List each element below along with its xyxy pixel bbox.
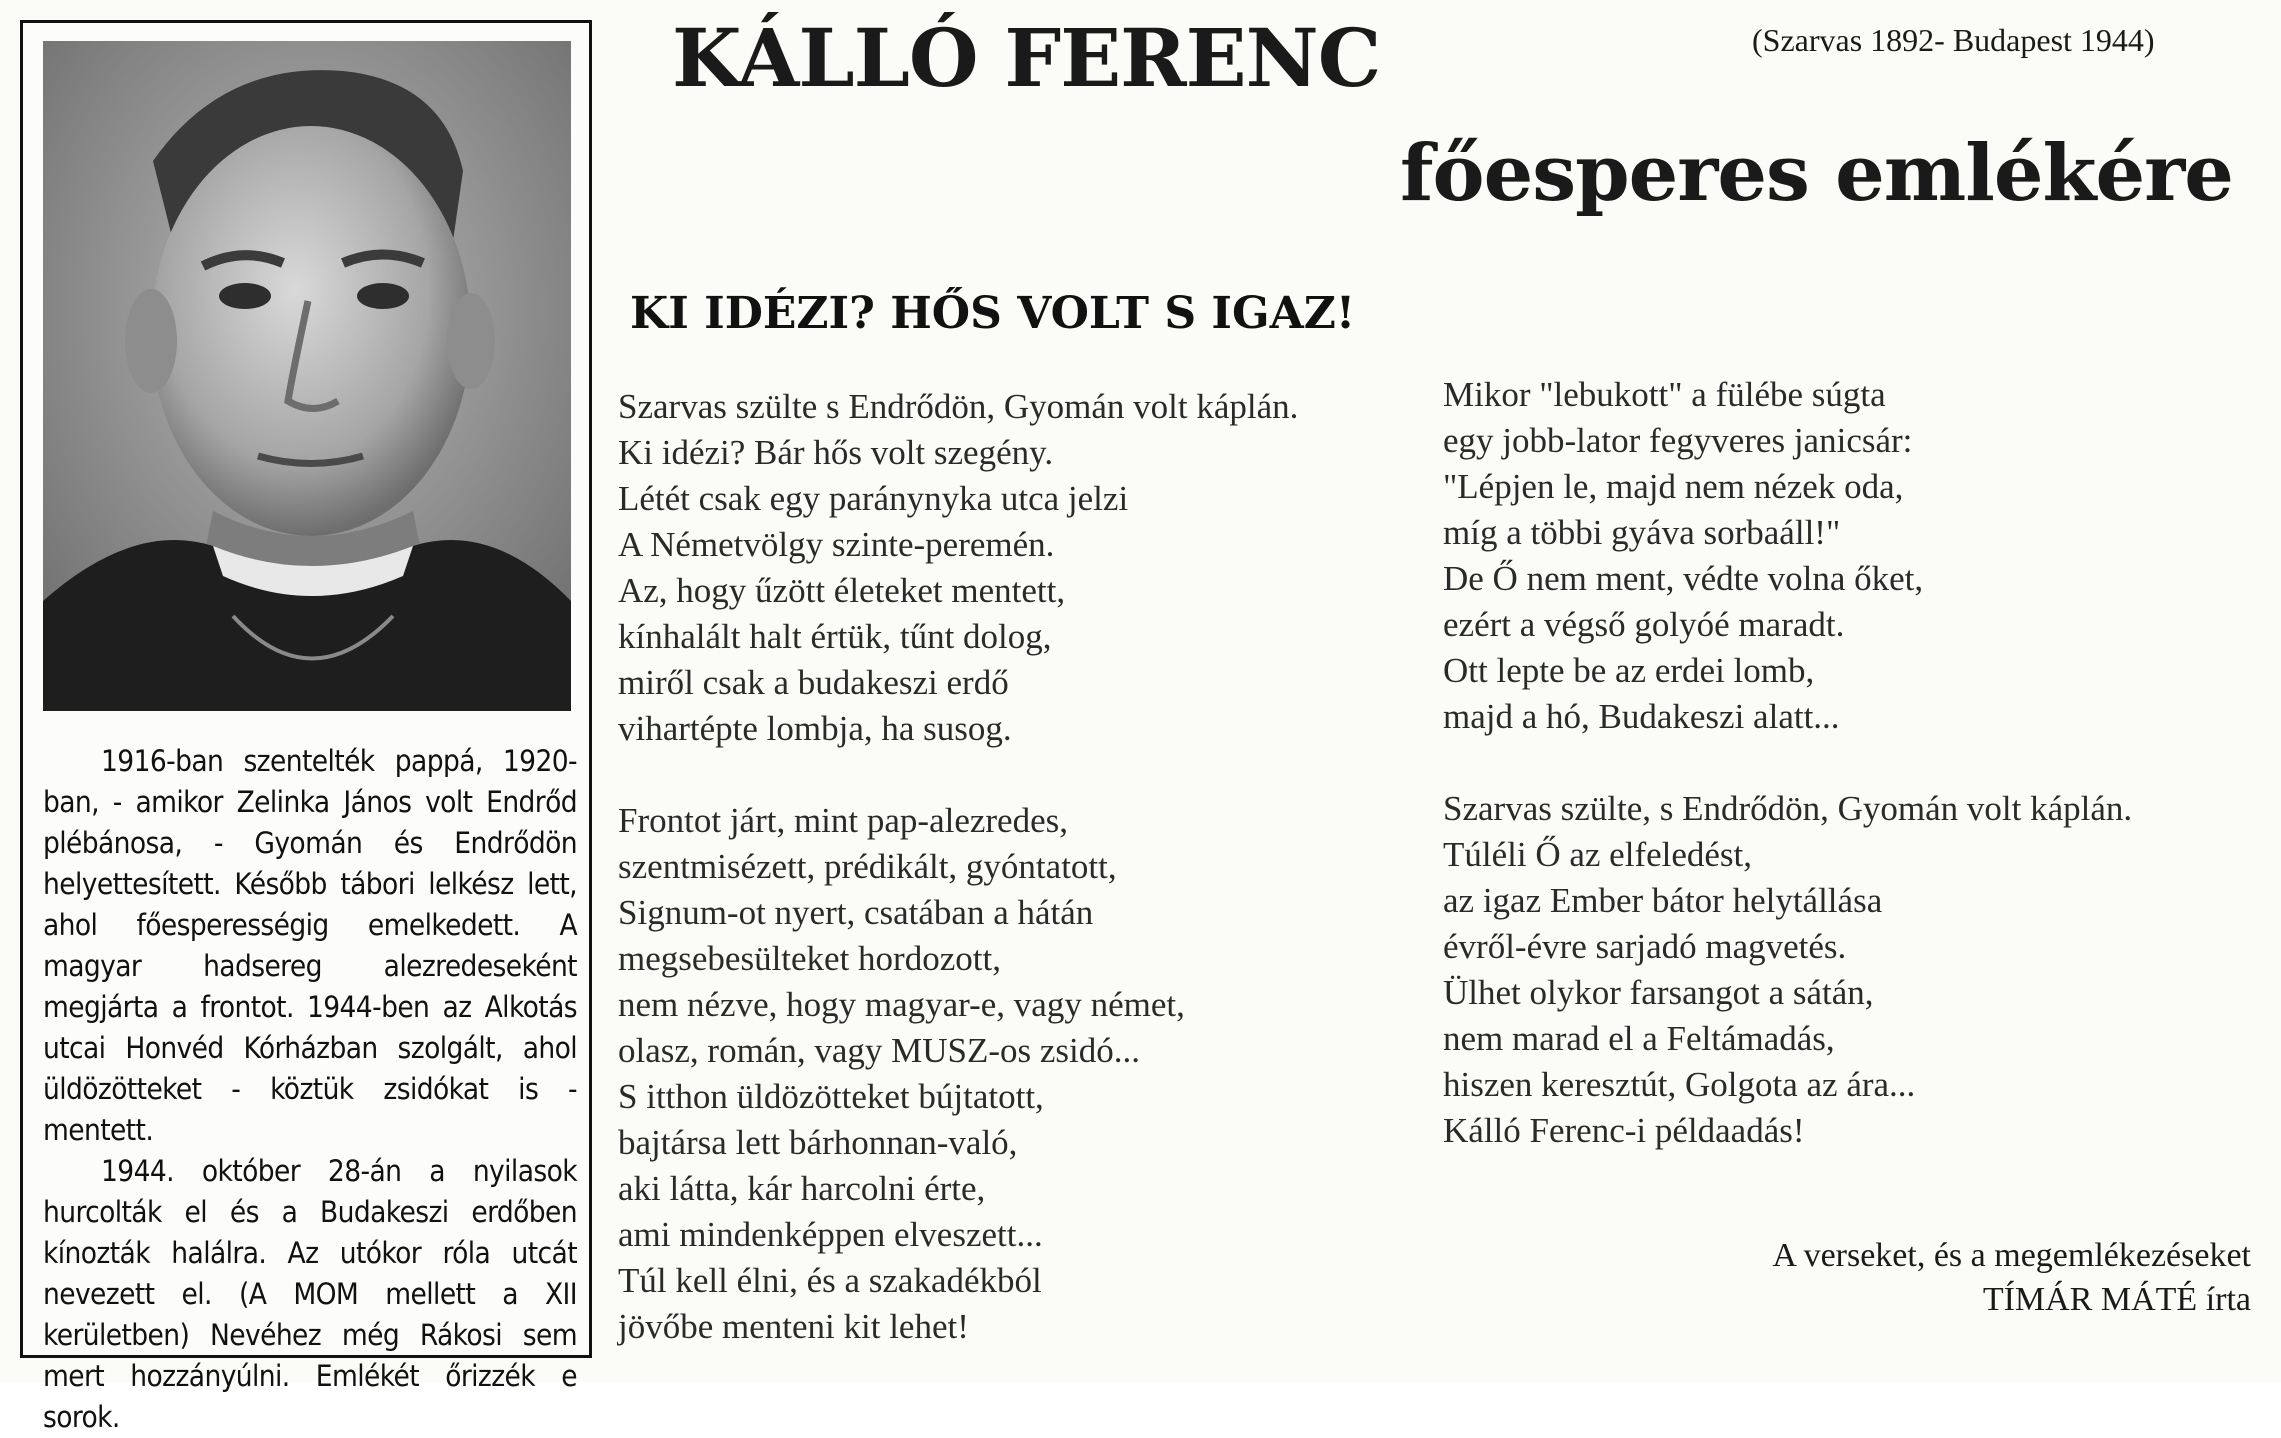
poem-stanza xyxy=(618,384,1298,752)
poem-line: kínhalált halt értük, tűnt dolog, xyxy=(618,617,1052,656)
biography-text xyxy=(43,741,577,1438)
poem-line: Frontot járt, mint pap-alezredes, xyxy=(618,801,1068,840)
poem-line: Létét csak egy paránynyka utca jelzi xyxy=(618,479,1129,518)
poem-line: Signum-ot nyert, csatában a hátán xyxy=(618,893,1094,932)
poem-line: Túléli Ő az elfeledést, xyxy=(1443,835,1753,874)
portrait-icon xyxy=(43,41,571,711)
poem-stanza xyxy=(1443,786,2132,1154)
poem-line: A Németvölgy szinte-peremén. xyxy=(618,525,1055,564)
poem-line: Az, hogy űzött életeket mentett, xyxy=(618,571,1066,610)
poem-line: bajtársa lett bárhonnan-való, xyxy=(618,1123,1018,1162)
poem-line: miről csak a budakeszi erdő xyxy=(618,663,1009,702)
poem-line: Ki idézi? Bár hős volt szegény. xyxy=(618,433,1054,472)
poem-line: vihartépte lombja, ha susog. xyxy=(618,709,1012,748)
poem-heading: KI IDÉZI? HŐS VOLT S IGAZ! xyxy=(630,288,1356,339)
poem-line: évről-évre sarjadó magvetés. xyxy=(1443,927,1847,966)
page-subtitle: főesperes emlékére xyxy=(1400,128,2233,219)
poem-line: olasz, román, vagy MUSZ-os zsidó... xyxy=(618,1031,1141,1070)
page-title: KÁLLÓ FERENC xyxy=(672,11,1381,105)
poem-stanza xyxy=(618,798,1298,1350)
poem-left-column xyxy=(618,384,1298,1396)
poem-line: nem marad el a Feltámadás, xyxy=(1443,1019,1835,1058)
poem-line: Ott lepte be az erdei lomb, xyxy=(1443,651,1815,690)
credit-line: A verseket, és a megemlékezéseket xyxy=(1772,1237,2251,1274)
poem-line: az igaz Ember bátor helytállása xyxy=(1443,881,1883,920)
poem-line: szentmisézett, prédikált, gyóntatott, xyxy=(618,847,1117,886)
life-dates: (Szarvas 1892- Budapest 1944) xyxy=(1752,22,2155,58)
portrait-photo xyxy=(43,41,571,711)
poem-line: Mikor "lebukott" a fülébe súgta xyxy=(1443,375,1886,414)
poem-line: hiszen keresztút, Golgota az ára... xyxy=(1443,1065,1916,1104)
poem-line: ami mindenképpen elveszett... xyxy=(618,1215,1043,1254)
poem-line: majd a hó, Budakeszi alatt... xyxy=(1443,697,1840,736)
poem-line: Szarvas szülte s Endrődön, Gyomán volt káplán. xyxy=(618,387,1299,426)
poem-line: megsebesülteket hordozott, xyxy=(618,939,1001,978)
poem-line: aki látta, kár harcolni érte, xyxy=(618,1169,986,1208)
poem-line: míg a többi gyáva sorbaáll!" xyxy=(1443,513,1841,552)
biography-paragraph: 1916-ban szentelték pappá, 1920-ban, - amikor Zelinka János volt Endrőd plébánosa, - Gyomán és Endrődön helyettesített. Később tábori lelkész lett, ahol főesperességig emelkedett. A magyar hadsereg alezredeseként megjárta a frontot. 1944-ben az Alkotás utcai Honvéd Kórházban szolgált, ahol üldözötteket - köztük zsidókat is - mentett. xyxy=(43,744,577,1147)
poem-line: Túl kell élni, és a szakadékból xyxy=(618,1261,1042,1300)
poem-stanza xyxy=(1443,372,2132,740)
poem-line: "Lépjen le, majd nem nézek oda, xyxy=(1443,467,1904,506)
poem-line: jövőbe menteni kit lehet! xyxy=(618,1307,969,1346)
poem-right-column xyxy=(1443,372,2132,1200)
author-credit xyxy=(1772,1234,2251,1322)
credit-author: TÍMÁR MÁTÉ írta xyxy=(1982,1281,2251,1318)
poem-line: S itthon üldözötteket bújtatott, xyxy=(618,1077,1044,1116)
poem-line: nem nézve, hogy magyar-e, vagy német, xyxy=(618,985,1185,1024)
poem-line: Ülhet olykor farsangot a sátán, xyxy=(1443,973,1874,1012)
poem-line: Kálló Ferenc-i példaadás! xyxy=(1443,1111,1805,1150)
poem-line: egy jobb-lator fegyveres janicsár: xyxy=(1443,421,1913,460)
biography-box xyxy=(20,20,592,1434)
poem-line: Szarvas szülte, s Endrődön, Gyomán volt káplán. xyxy=(1443,789,2133,828)
biography-paragraph: 1944. október 28-án a nyilasok hurcolták el és a Budakeszi erdőben kínozták halálra. Az utókor róla utcát nevezett el. (A MOM mellett a XII kerületben) Nevéhez még Rákosi sem mert hozzányúlni. Emlékét őrizzék e sorok. xyxy=(43,1154,577,1434)
poem-line: De Ő nem ment, védte volna őket, xyxy=(1443,559,1924,598)
poem-line: ezért a végső golyóé maradt. xyxy=(1443,605,1845,644)
